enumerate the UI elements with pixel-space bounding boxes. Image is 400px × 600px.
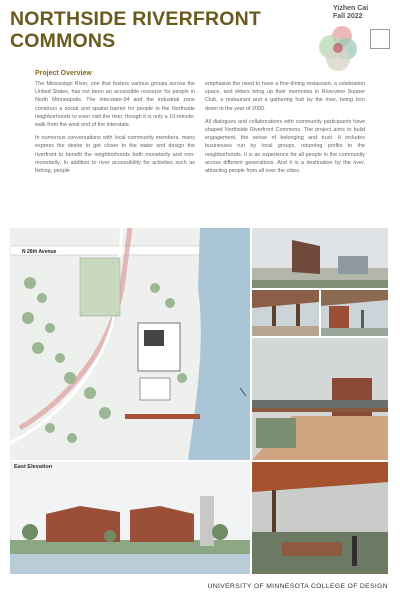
paragraph: emphasize the need to have a fine-dining restaurant, a celebration space, and elders bring up their memories in Riverview Supper Club, a restaurant and a gathering hub by the river, being torn down in the year of 2000. — [205, 81, 365, 112]
rendering-riverwalk — [252, 338, 388, 460]
site-plan-drawing — [10, 228, 250, 460]
section-heading: Project Overview — [35, 70, 92, 77]
east-elevation — [10, 462, 250, 574]
site-plan — [10, 228, 250, 460]
rendering-pavilion — [252, 462, 388, 574]
paragraph: The Mississippi River, one that fosters various groups across the United States, has not been an accessible resource for people in North Minneapolis. The interstate-94 and the industrial zone construct a social and spatial barrier for people in the Northside neighborhoods to even visit the river, though it is only a 10-minute-walk from the west end of the interstate. — [35, 81, 195, 129]
rendering-canopy-right — [321, 290, 388, 336]
paragraph: In numerous conversations with local community members, many express the desire to get closer to the water and design the riverfront to benefit the neighborhoods both monetarily and non-monetarily. In addition to river accessibility for activities such as fishing, people — [35, 135, 195, 175]
street-label: N 26th Avenue — [22, 249, 57, 255]
overview-column-1 — [35, 80, 195, 180]
poster-title: NORTHSIDE RIVERFRONT COMMONS — [10, 8, 262, 52]
elevation-label: East Elevation — [14, 464, 53, 470]
author-term: Fall 2022 — [333, 13, 363, 20]
venn-diagram-icon — [312, 22, 364, 74]
institution-footer: UNIVERSITY OF MINNESOTA COLLEGE OF DESIGN — [207, 583, 388, 590]
rendering-exterior — [252, 228, 388, 288]
paragraph: All dialogues and collaborations with community participants have shaped Northside Riverfront Commons. The project aims to build engagement, the sense of belonging and trust. It includes businesses run by local groups, returning profits to the neighborhoods. It is an experience for all people in the community across different generations. And it is a destination by the river, attracting people from all over the cities. — [205, 118, 365, 175]
author-block — [333, 5, 393, 21]
logo-box — [370, 29, 390, 49]
overview-column-2 — [205, 80, 365, 180]
rendering-canopy-left — [252, 290, 319, 336]
author-name: Yizhen Cai — [333, 5, 369, 12]
